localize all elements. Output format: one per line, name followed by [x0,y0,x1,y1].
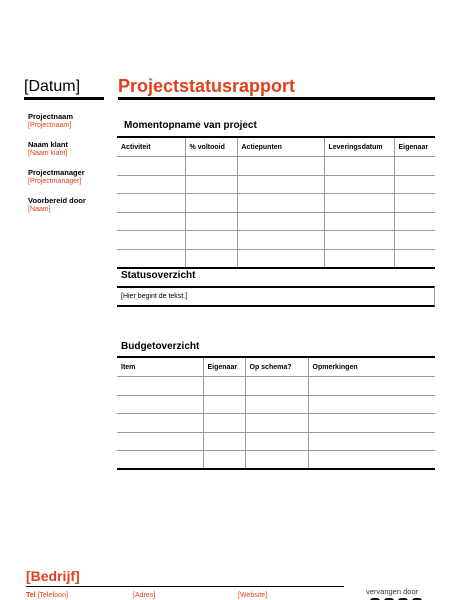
status-text-box[interactable]: [Hier begint de tekst.] [117,286,435,307]
column-header: Leveringsdatum [324,138,394,157]
table-cell[interactable] [185,249,237,268]
table-cell[interactable] [324,212,394,231]
sidebar-label: Naam klant [28,140,69,149]
budget-title: Budgetoverzicht [121,341,200,352]
table-row [117,194,435,213]
column-header: Actiepunten [237,138,324,157]
sidebar-label: Projectmanager [28,168,85,177]
table-cell[interactable] [117,231,185,250]
table-row [117,414,435,433]
table-cell[interactable] [245,432,308,451]
column-header: Op schema? [245,358,308,377]
table-cell[interactable] [324,231,394,250]
date-field[interactable]: [Datum] [24,78,81,95]
table-cell[interactable] [394,231,435,250]
table-cell[interactable] [308,414,435,433]
sidebar-value[interactable]: [Naam klant] [28,150,68,157]
column-header: % voltooid [185,138,237,157]
table-row [117,175,435,194]
table-cell[interactable] [117,432,203,451]
table-cell[interactable] [237,194,324,213]
column-header: Eigenaar [394,138,435,157]
footer-address[interactable]: [Adres] [133,592,156,599]
snapshot-title: Momentopname van project [124,120,257,131]
column-header: Opmerkingen [308,358,435,377]
table-row [117,212,435,231]
table-cell[interactable] [324,157,394,176]
table-cell[interactable] [245,414,308,433]
table-cell[interactable] [203,395,245,414]
phone-value[interactable]: [Telefoon] [37,592,68,599]
table-cell[interactable] [308,432,435,451]
table-cell[interactable] [185,157,237,176]
table-row [117,249,435,268]
table-cell[interactable] [117,451,203,470]
footer-phone [26,592,68,599]
table-cell[interactable] [324,194,394,213]
table-cell[interactable] [237,249,324,268]
table-cell[interactable] [394,175,435,194]
table-cell[interactable] [394,194,435,213]
table-cell[interactable] [185,212,237,231]
table-cell[interactable] [308,395,435,414]
sidebar-label: Projectnaam [28,112,74,121]
table-cell[interactable] [203,377,245,396]
table-cell[interactable] [245,395,308,414]
logo-caption: vervangen door [366,587,419,596]
table-cell[interactable] [185,194,237,213]
table-cell[interactable] [117,414,203,433]
table-row [117,432,435,451]
table-cell[interactable] [308,377,435,396]
sidebar-value[interactable]: [Projectmanager] [28,178,82,185]
table-cell[interactable] [203,451,245,470]
column-header: Activiteit [117,138,185,157]
table-cell[interactable] [237,157,324,176]
table-cell[interactable] [185,231,237,250]
table-cell[interactable] [117,377,203,396]
table-header-row [117,358,435,377]
table-cell[interactable] [324,249,394,268]
table-cell[interactable] [117,395,203,414]
sidebar-item-project-manager [28,168,108,186]
table-cell[interactable] [117,157,185,176]
table-cell[interactable] [117,175,185,194]
sidebar [28,112,108,224]
table-cell[interactable] [117,212,185,231]
table-cell[interactable] [237,212,324,231]
sidebar-value[interactable]: [Projectnaam] [28,122,72,129]
table-row [117,451,435,470]
page-title: Projectstatusrapport [118,76,296,96]
table-cell[interactable] [245,377,308,396]
table-cell[interactable] [394,157,435,176]
table-cell[interactable] [185,175,237,194]
table-cell[interactable] [394,212,435,231]
table-cell[interactable] [117,249,185,268]
sidebar-item-prepared-by [28,196,108,214]
table-header-row [117,138,435,157]
table-row [117,377,435,396]
table-row [117,395,435,414]
table-cell[interactable] [117,194,185,213]
footer-website[interactable]: [Website] [238,592,268,599]
snapshot-table [117,138,435,269]
table-cell[interactable] [245,451,308,470]
column-header: Item [117,358,203,377]
sidebar-item-project-name [28,112,108,130]
company-name[interactable]: [Bedrijf] [26,568,80,584]
table-cell[interactable] [308,451,435,470]
sidebar-label: Voorbereid door [28,196,86,205]
table-row [117,157,435,176]
budget-table [117,358,435,470]
table-cell[interactable] [203,432,245,451]
sidebar-item-client-name [28,140,108,158]
table-cell[interactable] [324,175,394,194]
title-rule [118,97,435,100]
footer-rule [26,586,344,587]
table-cell[interactable] [394,249,435,268]
table-cell[interactable] [237,175,324,194]
phone-label: Tel [26,592,36,599]
column-header: Eigenaar [203,358,245,377]
status-title: Statusoverzicht [121,270,196,281]
table-row [117,231,435,250]
sidebar-value[interactable]: [Naam] [28,206,51,213]
table-cell[interactable] [203,414,245,433]
table-cell[interactable] [237,231,324,250]
date-rule [24,97,104,100]
